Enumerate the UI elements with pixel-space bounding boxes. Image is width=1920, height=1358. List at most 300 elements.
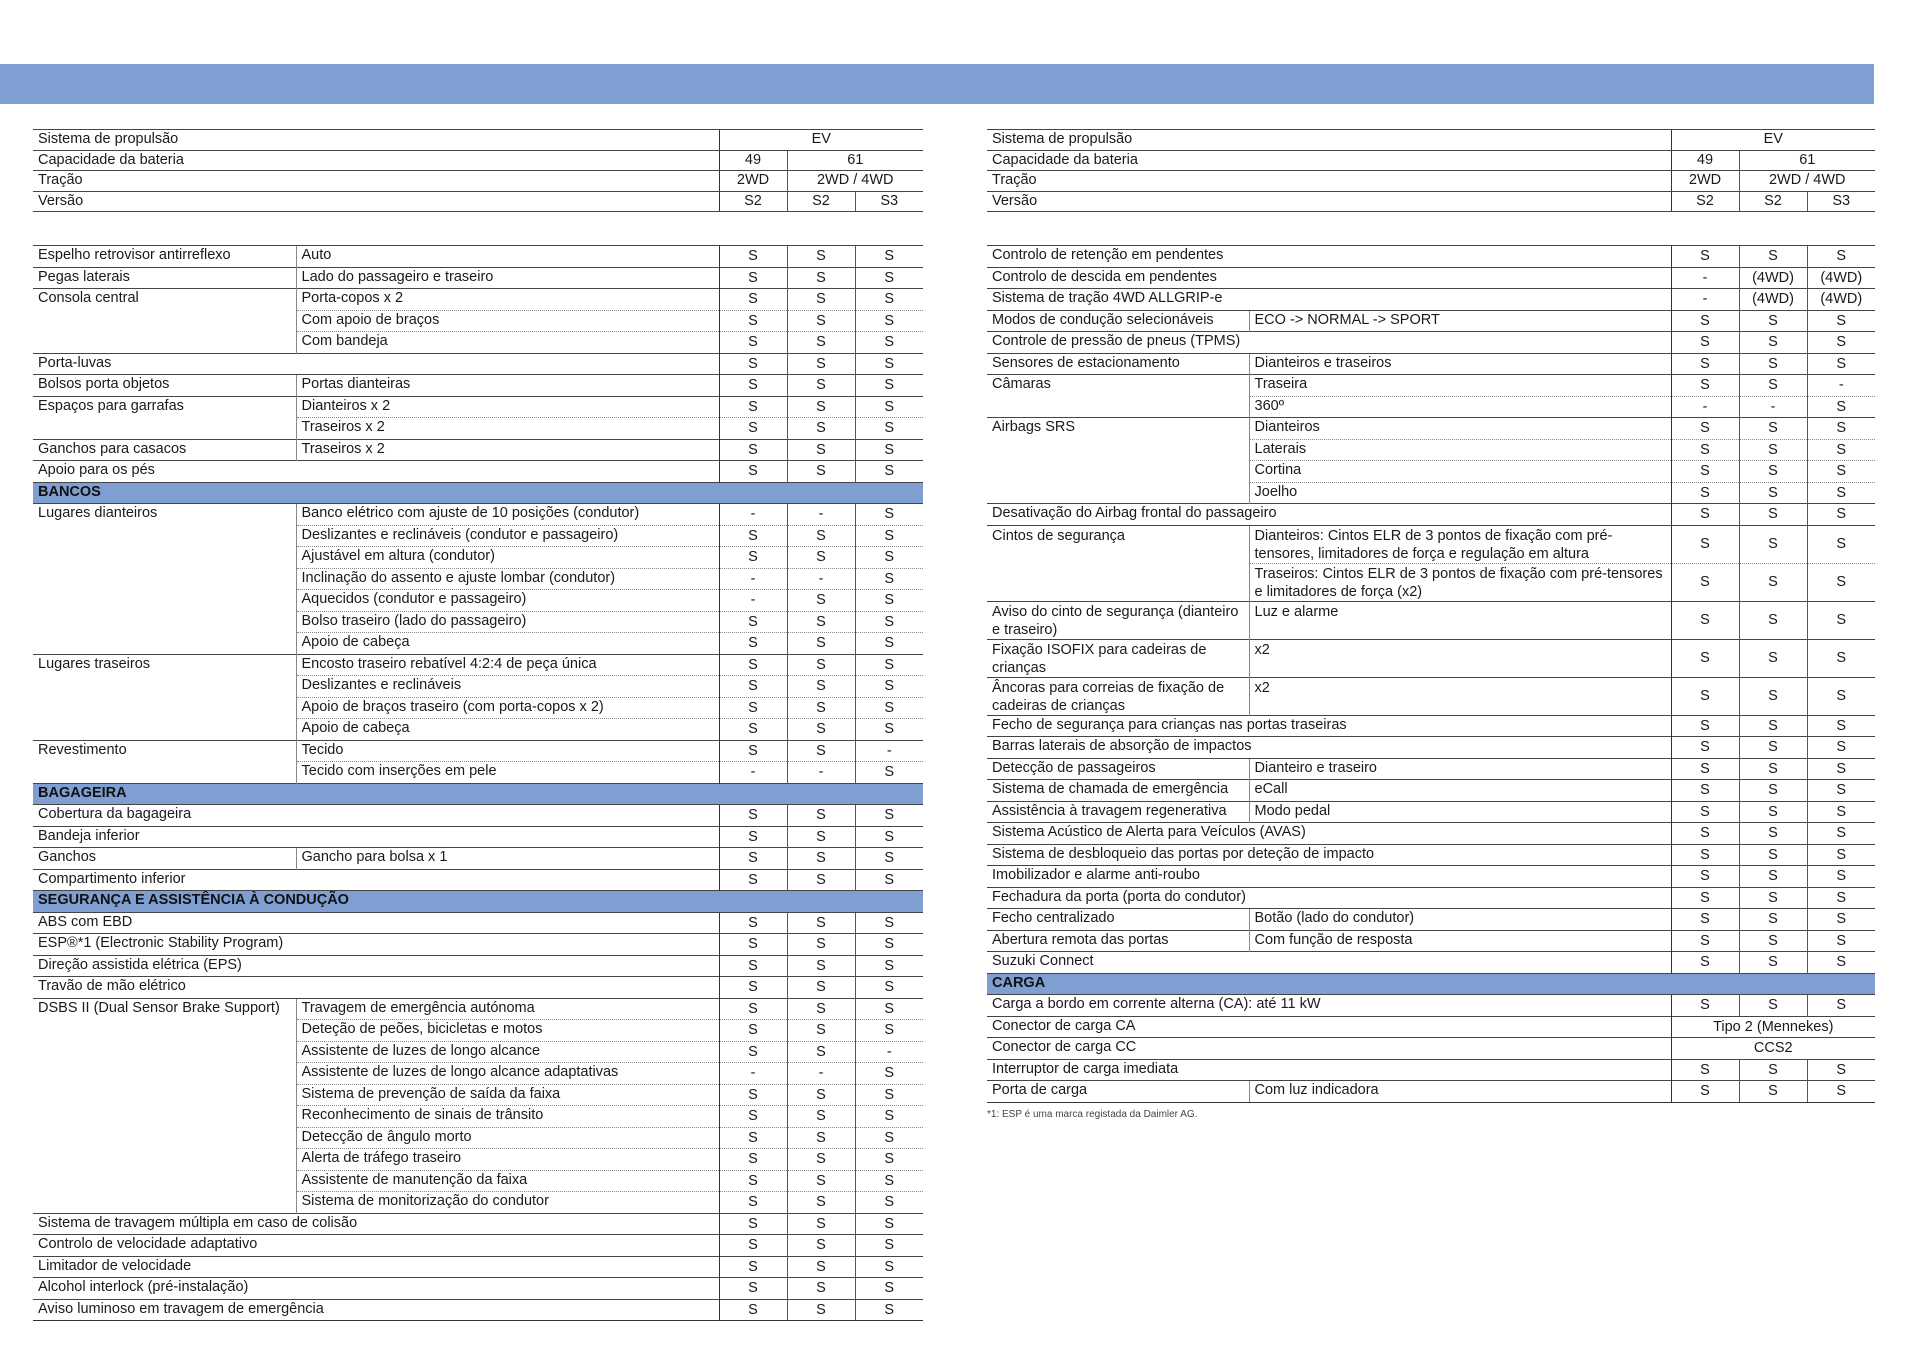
feature-name: Fecho centralizado bbox=[987, 909, 1249, 931]
feature-name: Modos de condução selecionáveis bbox=[987, 310, 1249, 332]
availability-cell: S bbox=[1671, 439, 1739, 461]
availability-cell: S bbox=[787, 719, 855, 741]
availability-cell: S bbox=[1671, 482, 1739, 504]
availability-cell: S bbox=[1671, 801, 1739, 823]
availability-cell: S bbox=[855, 805, 923, 827]
table-row bbox=[987, 418, 1875, 440]
table-row bbox=[33, 611, 923, 633]
availability-cell: S bbox=[1807, 639, 1875, 677]
feature-name: Controle de pressão de pneus (TPMS) bbox=[987, 332, 1671, 354]
header-band bbox=[0, 64, 1874, 104]
feature-detail: Joelho bbox=[1249, 482, 1671, 504]
feature-detail: Sistema de monitorização do condutor bbox=[296, 1192, 719, 1214]
table-row bbox=[987, 289, 1875, 311]
feature-detail: x2 bbox=[1249, 677, 1671, 715]
availability-cell: S bbox=[1739, 504, 1807, 526]
feature-detail: Assistente de luzes de longo alcance adaptativas bbox=[296, 1063, 719, 1085]
table-row bbox=[987, 1016, 1875, 1038]
availability-cell: S bbox=[787, 805, 855, 827]
feature-detail: Travagem de emergência autónoma bbox=[296, 998, 719, 1020]
availability-cell: S bbox=[1671, 353, 1739, 375]
availability-cell: S bbox=[1807, 823, 1875, 845]
merged-value: Tipo 2 (Mennekes) bbox=[1671, 1016, 1875, 1038]
availability-cell: S bbox=[1671, 246, 1739, 268]
feature-name: Imobilizador e alarme anti-roubo bbox=[987, 866, 1671, 888]
table-row bbox=[33, 310, 923, 332]
availability-cell: S bbox=[719, 439, 787, 461]
feature-detail: Deslizantes e reclináveis (condutor e passageiro) bbox=[296, 525, 719, 547]
feature-name: Abertura remota das portas bbox=[987, 930, 1249, 952]
availability-cell: S bbox=[787, 934, 855, 956]
availability-cell: S bbox=[1807, 482, 1875, 504]
feature-name bbox=[33, 1106, 296, 1128]
availability-cell: S bbox=[1739, 310, 1807, 332]
availability-cell: S bbox=[1739, 639, 1807, 677]
availability-cell: S bbox=[855, 826, 923, 848]
availability-cell: S bbox=[1671, 909, 1739, 931]
availability-cell: S bbox=[719, 740, 787, 762]
feature-detail: Tecido bbox=[296, 740, 719, 762]
section-title: SEGURANÇA E ASSISTÊNCIA À CONDUÇÃO bbox=[33, 891, 923, 913]
feature-name: Bolsos porta objetos bbox=[33, 375, 296, 397]
availability-cell: S bbox=[719, 461, 787, 483]
section-header bbox=[33, 891, 923, 913]
header-row bbox=[33, 191, 923, 212]
availability-cell: S bbox=[719, 396, 787, 418]
availability-cell: S bbox=[1671, 525, 1739, 563]
table-row bbox=[987, 563, 1875, 601]
availability-cell: S bbox=[1739, 601, 1807, 639]
feature-detail: Apoio de cabeça bbox=[296, 719, 719, 741]
feature-detail: Cortina bbox=[1249, 461, 1671, 483]
availability-cell: S bbox=[1739, 737, 1807, 759]
feature-detail: Laterais bbox=[1249, 439, 1671, 461]
availability-cell: S bbox=[1671, 715, 1739, 737]
availability-cell: S bbox=[1807, 758, 1875, 780]
availability-cell: S bbox=[787, 1213, 855, 1235]
table-row bbox=[33, 396, 923, 418]
availability-cell: S bbox=[787, 869, 855, 891]
availability-cell: S bbox=[787, 1041, 855, 1063]
left-spec-column bbox=[33, 129, 923, 1321]
table-row bbox=[987, 353, 1875, 375]
availability-cell: S bbox=[855, 1063, 923, 1085]
availability-cell: - bbox=[787, 568, 855, 590]
availability-cell: S bbox=[855, 1106, 923, 1128]
availability-cell: S bbox=[787, 955, 855, 977]
availability-cell: S bbox=[1739, 1081, 1807, 1103]
feature-name bbox=[33, 547, 296, 569]
table-row bbox=[33, 762, 923, 784]
feature-name: Desativação do Airbag frontal do passageiro bbox=[987, 504, 1671, 526]
feature-name: Controlo de retenção em pendentes bbox=[987, 246, 1671, 268]
availability-cell: S bbox=[1671, 887, 1739, 909]
availability-cell: S bbox=[1807, 353, 1875, 375]
availability-cell: S bbox=[1807, 887, 1875, 909]
feature-name: Âncoras para correias de fixação de cadeiras de crianças bbox=[987, 677, 1249, 715]
availability-cell: S bbox=[855, 590, 923, 612]
availability-cell: S bbox=[855, 525, 923, 547]
availability-cell: S bbox=[1671, 930, 1739, 952]
availability-cell: S bbox=[855, 633, 923, 655]
availability-cell: S bbox=[1671, 375, 1739, 397]
availability-cell: S bbox=[855, 375, 923, 397]
availability-cell: S bbox=[1807, 866, 1875, 888]
feature-name bbox=[33, 1127, 296, 1149]
table-row bbox=[33, 912, 923, 934]
availability-cell: S bbox=[1807, 715, 1875, 737]
availability-cell: S bbox=[787, 633, 855, 655]
table-row bbox=[33, 633, 923, 655]
feature-detail: Reconhecimento de sinais de trânsito bbox=[296, 1106, 719, 1128]
availability-cell: S bbox=[1671, 461, 1739, 483]
availability-cell: S bbox=[1807, 952, 1875, 974]
availability-cell: S bbox=[787, 547, 855, 569]
feature-name: Espelho retrovisor antirreflexo bbox=[33, 246, 296, 268]
feature-name bbox=[33, 525, 296, 547]
availability-cell: S bbox=[855, 676, 923, 698]
availability-cell: S bbox=[719, 310, 787, 332]
availability-cell: S bbox=[855, 955, 923, 977]
header-value: 49 bbox=[1671, 150, 1739, 171]
availability-cell: S bbox=[1671, 866, 1739, 888]
availability-cell: S bbox=[1807, 601, 1875, 639]
header-row bbox=[987, 150, 1875, 171]
table-row bbox=[33, 1192, 923, 1214]
feature-name: Bandeja inferior bbox=[33, 826, 719, 848]
availability-cell: S bbox=[1739, 439, 1807, 461]
availability-cell: S bbox=[1807, 525, 1875, 563]
feature-name bbox=[33, 611, 296, 633]
table-row bbox=[987, 504, 1875, 526]
table-row bbox=[987, 844, 1875, 866]
availability-cell: S bbox=[719, 547, 787, 569]
footnote: *1: ESP é uma marca registada da Daimler AG. bbox=[987, 1109, 1198, 1120]
availability-cell: S bbox=[787, 1235, 855, 1257]
table-row bbox=[987, 758, 1875, 780]
availability-cell: S bbox=[855, 1127, 923, 1149]
feature-name bbox=[33, 676, 296, 698]
header-value: S3 bbox=[855, 191, 923, 212]
availability-cell: S bbox=[719, 1127, 787, 1149]
availability-cell: S bbox=[1739, 952, 1807, 974]
availability-cell: (4WD) bbox=[1807, 289, 1875, 311]
feature-name bbox=[33, 1020, 296, 1042]
availability-cell: S bbox=[1807, 310, 1875, 332]
availability-cell: S bbox=[1739, 461, 1807, 483]
feature-name: Assistência à travagem regenerativa bbox=[987, 801, 1249, 823]
availability-cell: S bbox=[719, 1213, 787, 1235]
feature-name: Alcohol interlock (pré-instalação) bbox=[33, 1278, 719, 1300]
feature-detail: Portas dianteiras bbox=[296, 375, 719, 397]
availability-cell: S bbox=[855, 310, 923, 332]
availability-cell: S bbox=[1739, 246, 1807, 268]
availability-cell: (4WD) bbox=[1739, 267, 1807, 289]
availability-cell: S bbox=[855, 289, 923, 311]
availability-cell: S bbox=[1807, 504, 1875, 526]
feature-name bbox=[33, 1149, 296, 1171]
feature-name bbox=[33, 1063, 296, 1085]
feature-name: ABS com EBD bbox=[33, 912, 719, 934]
feature-detail: Apoio de braços traseiro (com porta-copos x 2) bbox=[296, 697, 719, 719]
feature-name bbox=[987, 563, 1249, 601]
feature-name: Apoio para os pés bbox=[33, 461, 719, 483]
feature-name: Espaços para garrafas bbox=[33, 396, 296, 418]
availability-cell: S bbox=[855, 1213, 923, 1235]
feature-name bbox=[33, 418, 296, 440]
table-row bbox=[987, 823, 1875, 845]
header-value: S2 bbox=[719, 191, 787, 212]
availability-cell: - bbox=[855, 1041, 923, 1063]
right-header-table bbox=[987, 129, 1875, 212]
feature-detail: Dianteiros e traseiros bbox=[1249, 353, 1671, 375]
availability-cell: S bbox=[1807, 396, 1875, 418]
availability-cell: S bbox=[719, 848, 787, 870]
feature-name: Fixação ISOFIX para cadeiras de crianças bbox=[987, 639, 1249, 677]
availability-cell: S bbox=[787, 418, 855, 440]
availability-cell: S bbox=[1807, 332, 1875, 354]
availability-cell: S bbox=[1807, 246, 1875, 268]
left-header-table bbox=[33, 129, 923, 212]
table-row bbox=[33, 955, 923, 977]
availability-cell: S bbox=[1671, 737, 1739, 759]
table-row bbox=[987, 780, 1875, 802]
table-row bbox=[987, 246, 1875, 268]
feature-name: Compartimento inferior bbox=[33, 869, 719, 891]
availability-cell: - bbox=[719, 762, 787, 784]
availability-cell: S bbox=[787, 611, 855, 633]
feature-name bbox=[33, 1192, 296, 1214]
availability-cell: S bbox=[787, 1299, 855, 1321]
feature-name: Limitador de velocidade bbox=[33, 1256, 719, 1278]
table-row bbox=[33, 998, 923, 1020]
header-value: 2WD / 4WD bbox=[1739, 171, 1875, 192]
merged-value: CCS2 bbox=[1671, 1038, 1875, 1060]
feature-detail: Tecido com inserções em pele bbox=[296, 762, 719, 784]
availability-cell: S bbox=[1807, 677, 1875, 715]
feature-name: Pegas laterais bbox=[33, 267, 296, 289]
availability-cell: S bbox=[787, 439, 855, 461]
feature-name bbox=[33, 1084, 296, 1106]
feature-name: ESP®*1 (Electronic Stability Program) bbox=[33, 934, 719, 956]
feature-detail: Com função de resposta bbox=[1249, 930, 1671, 952]
availability-cell: S bbox=[1739, 482, 1807, 504]
table-row bbox=[33, 1299, 923, 1321]
feature-detail: Dianteiros x 2 bbox=[296, 396, 719, 418]
availability-cell: S bbox=[1671, 504, 1739, 526]
section-title: CARGA bbox=[987, 973, 1875, 995]
feature-name bbox=[33, 719, 296, 741]
availability-cell: S bbox=[1807, 930, 1875, 952]
availability-cell: S bbox=[855, 332, 923, 354]
header-row bbox=[987, 191, 1875, 212]
availability-cell: S bbox=[1739, 930, 1807, 952]
feature-detail: Luz e alarme bbox=[1249, 601, 1671, 639]
feature-detail: Botão (lado do condutor) bbox=[1249, 909, 1671, 931]
table-row bbox=[33, 1235, 923, 1257]
availability-cell: S bbox=[1807, 439, 1875, 461]
availability-cell: S bbox=[1671, 758, 1739, 780]
feature-name: Cintos de segurança bbox=[987, 525, 1249, 563]
table-row bbox=[987, 715, 1875, 737]
availability-cell: S bbox=[1739, 909, 1807, 931]
header-value: 61 bbox=[1739, 150, 1875, 171]
table-row bbox=[33, 826, 923, 848]
availability-cell: S bbox=[1807, 780, 1875, 802]
availability-cell: S bbox=[1671, 601, 1739, 639]
feature-detail: 360º bbox=[1249, 396, 1671, 418]
table-row bbox=[987, 887, 1875, 909]
feature-name: Conector de carga CC bbox=[987, 1038, 1671, 1060]
availability-cell: S bbox=[1739, 353, 1807, 375]
header-label: Tração bbox=[33, 171, 719, 192]
availability-cell: S bbox=[787, 1084, 855, 1106]
feature-name bbox=[987, 461, 1249, 483]
header-row bbox=[987, 171, 1875, 192]
availability-cell: S bbox=[787, 826, 855, 848]
table-row bbox=[33, 740, 923, 762]
feature-name: Conector de carga CA bbox=[987, 1016, 1671, 1038]
table-row bbox=[987, 801, 1875, 823]
right-spec-table bbox=[987, 245, 1875, 1103]
availability-cell: S bbox=[787, 1278, 855, 1300]
feature-name: Sistema de tração 4WD ALLGRIP-e bbox=[987, 289, 1671, 311]
feature-detail: Bolso traseiro (lado do passageiro) bbox=[296, 611, 719, 633]
feature-detail: Traseiros: Cintos ELR de 3 pontos de fixação com pré-tensores e limitadores de força (x2) bbox=[1249, 563, 1671, 601]
availability-cell: S bbox=[1671, 844, 1739, 866]
feature-detail: Dianteiros bbox=[1249, 418, 1671, 440]
availability-cell: S bbox=[787, 310, 855, 332]
availability-cell: S bbox=[719, 353, 787, 375]
feature-name: DSBS II (Dual Sensor Brake Support) bbox=[33, 998, 296, 1020]
availability-cell: S bbox=[719, 719, 787, 741]
feature-detail: Lado do passageiro e traseiro bbox=[296, 267, 719, 289]
availability-cell: S bbox=[719, 869, 787, 891]
availability-cell: S bbox=[1739, 995, 1807, 1017]
availability-cell: S bbox=[1807, 418, 1875, 440]
table-row bbox=[33, 246, 923, 268]
table-row bbox=[987, 439, 1875, 461]
header-row bbox=[33, 130, 923, 151]
availability-cell: S bbox=[855, 1278, 923, 1300]
feature-name: Controlo de velocidade adaptativo bbox=[33, 1235, 719, 1257]
header-label: Versão bbox=[987, 191, 1671, 212]
table-row bbox=[987, 525, 1875, 563]
feature-name: Interruptor de carga imediata bbox=[987, 1059, 1671, 1081]
availability-cell: S bbox=[1671, 1081, 1739, 1103]
table-row bbox=[33, 1149, 923, 1171]
feature-detail: Encosto traseiro rebatível 4:2:4 de peça única bbox=[296, 654, 719, 676]
section-header bbox=[987, 973, 1875, 995]
availability-cell: S bbox=[1739, 887, 1807, 909]
table-row bbox=[33, 805, 923, 827]
availability-cell: S bbox=[719, 1192, 787, 1214]
availability-cell: - bbox=[719, 590, 787, 612]
availability-cell: S bbox=[855, 1235, 923, 1257]
table-row bbox=[987, 1081, 1875, 1103]
availability-cell: S bbox=[855, 934, 923, 956]
availability-cell: - bbox=[719, 1063, 787, 1085]
table-row bbox=[987, 930, 1875, 952]
availability-cell: S bbox=[1739, 1059, 1807, 1081]
availability-cell: S bbox=[855, 697, 923, 719]
availability-cell: S bbox=[719, 525, 787, 547]
availability-cell: S bbox=[1739, 758, 1807, 780]
availability-cell: S bbox=[787, 246, 855, 268]
feature-name: Porta de carga bbox=[987, 1081, 1249, 1103]
availability-cell: S bbox=[787, 977, 855, 999]
feature-name bbox=[33, 762, 296, 784]
header-value: EV bbox=[1671, 130, 1875, 151]
table-row bbox=[33, 848, 923, 870]
feature-detail: Dianteiros: Cintos ELR de 3 pontos de fixação com pré-tensores, limitadores de força e regulação em altura bbox=[1249, 525, 1671, 563]
availability-cell: S bbox=[719, 1278, 787, 1300]
availability-cell: S bbox=[1671, 332, 1739, 354]
header-value: 49 bbox=[719, 150, 787, 171]
feature-detail: Dianteiro e traseiro bbox=[1249, 758, 1671, 780]
availability-cell: S bbox=[1671, 677, 1739, 715]
table-row bbox=[33, 1256, 923, 1278]
feature-detail: Deteção de peões, bicicletas e motos bbox=[296, 1020, 719, 1042]
feature-name: Lugares traseiros bbox=[33, 654, 296, 676]
table-row bbox=[987, 601, 1875, 639]
feature-detail: Banco elétrico com ajuste de 10 posições (condutor) bbox=[296, 504, 719, 526]
availability-cell: S bbox=[855, 461, 923, 483]
table-row bbox=[987, 396, 1875, 418]
table-row bbox=[33, 719, 923, 741]
availability-cell: S bbox=[719, 1041, 787, 1063]
table-row bbox=[987, 909, 1875, 931]
feature-name: Sistema de travagem múltipla em caso de colisão bbox=[33, 1213, 719, 1235]
table-row bbox=[987, 866, 1875, 888]
availability-cell: S bbox=[719, 375, 787, 397]
availability-cell: S bbox=[1739, 715, 1807, 737]
table-row bbox=[33, 504, 923, 526]
feature-detail: Gancho para bolsa x 1 bbox=[296, 848, 719, 870]
header-value: EV bbox=[719, 130, 923, 151]
header-value: S2 bbox=[1671, 191, 1739, 212]
availability-cell: S bbox=[787, 267, 855, 289]
availability-cell: S bbox=[719, 633, 787, 655]
table-row bbox=[33, 697, 923, 719]
availability-cell: S bbox=[1671, 995, 1739, 1017]
availability-cell: S bbox=[787, 676, 855, 698]
availability-cell: - bbox=[855, 740, 923, 762]
availability-cell: S bbox=[1739, 801, 1807, 823]
feature-name: Sistema Acústico de Alerta para Veículos (AVAS) bbox=[987, 823, 1671, 845]
table-row bbox=[33, 332, 923, 354]
feature-name: Detecção de passageiros bbox=[987, 758, 1249, 780]
availability-cell: S bbox=[719, 418, 787, 440]
feature-name: Aviso do cinto de segurança (dianteiro e traseiro) bbox=[987, 601, 1249, 639]
table-row bbox=[33, 1041, 923, 1063]
feature-detail: Assistente de manutenção da faixa bbox=[296, 1170, 719, 1192]
section-title: BAGAGEIRA bbox=[33, 783, 923, 805]
availability-cell: S bbox=[855, 912, 923, 934]
feature-detail: Modo pedal bbox=[1249, 801, 1671, 823]
feature-detail: Traseiros x 2 bbox=[296, 418, 719, 440]
feature-name bbox=[987, 439, 1249, 461]
availability-cell: S bbox=[1807, 909, 1875, 931]
feature-detail: ECO -> NORMAL -> SPORT bbox=[1249, 310, 1671, 332]
availability-cell: S bbox=[719, 611, 787, 633]
feature-name: Travão de mão elétrico bbox=[33, 977, 719, 999]
availability-cell: S bbox=[855, 1299, 923, 1321]
availability-cell: S bbox=[1807, 1059, 1875, 1081]
availability-cell: S bbox=[855, 1084, 923, 1106]
availability-cell: S bbox=[1739, 823, 1807, 845]
availability-cell: S bbox=[855, 418, 923, 440]
